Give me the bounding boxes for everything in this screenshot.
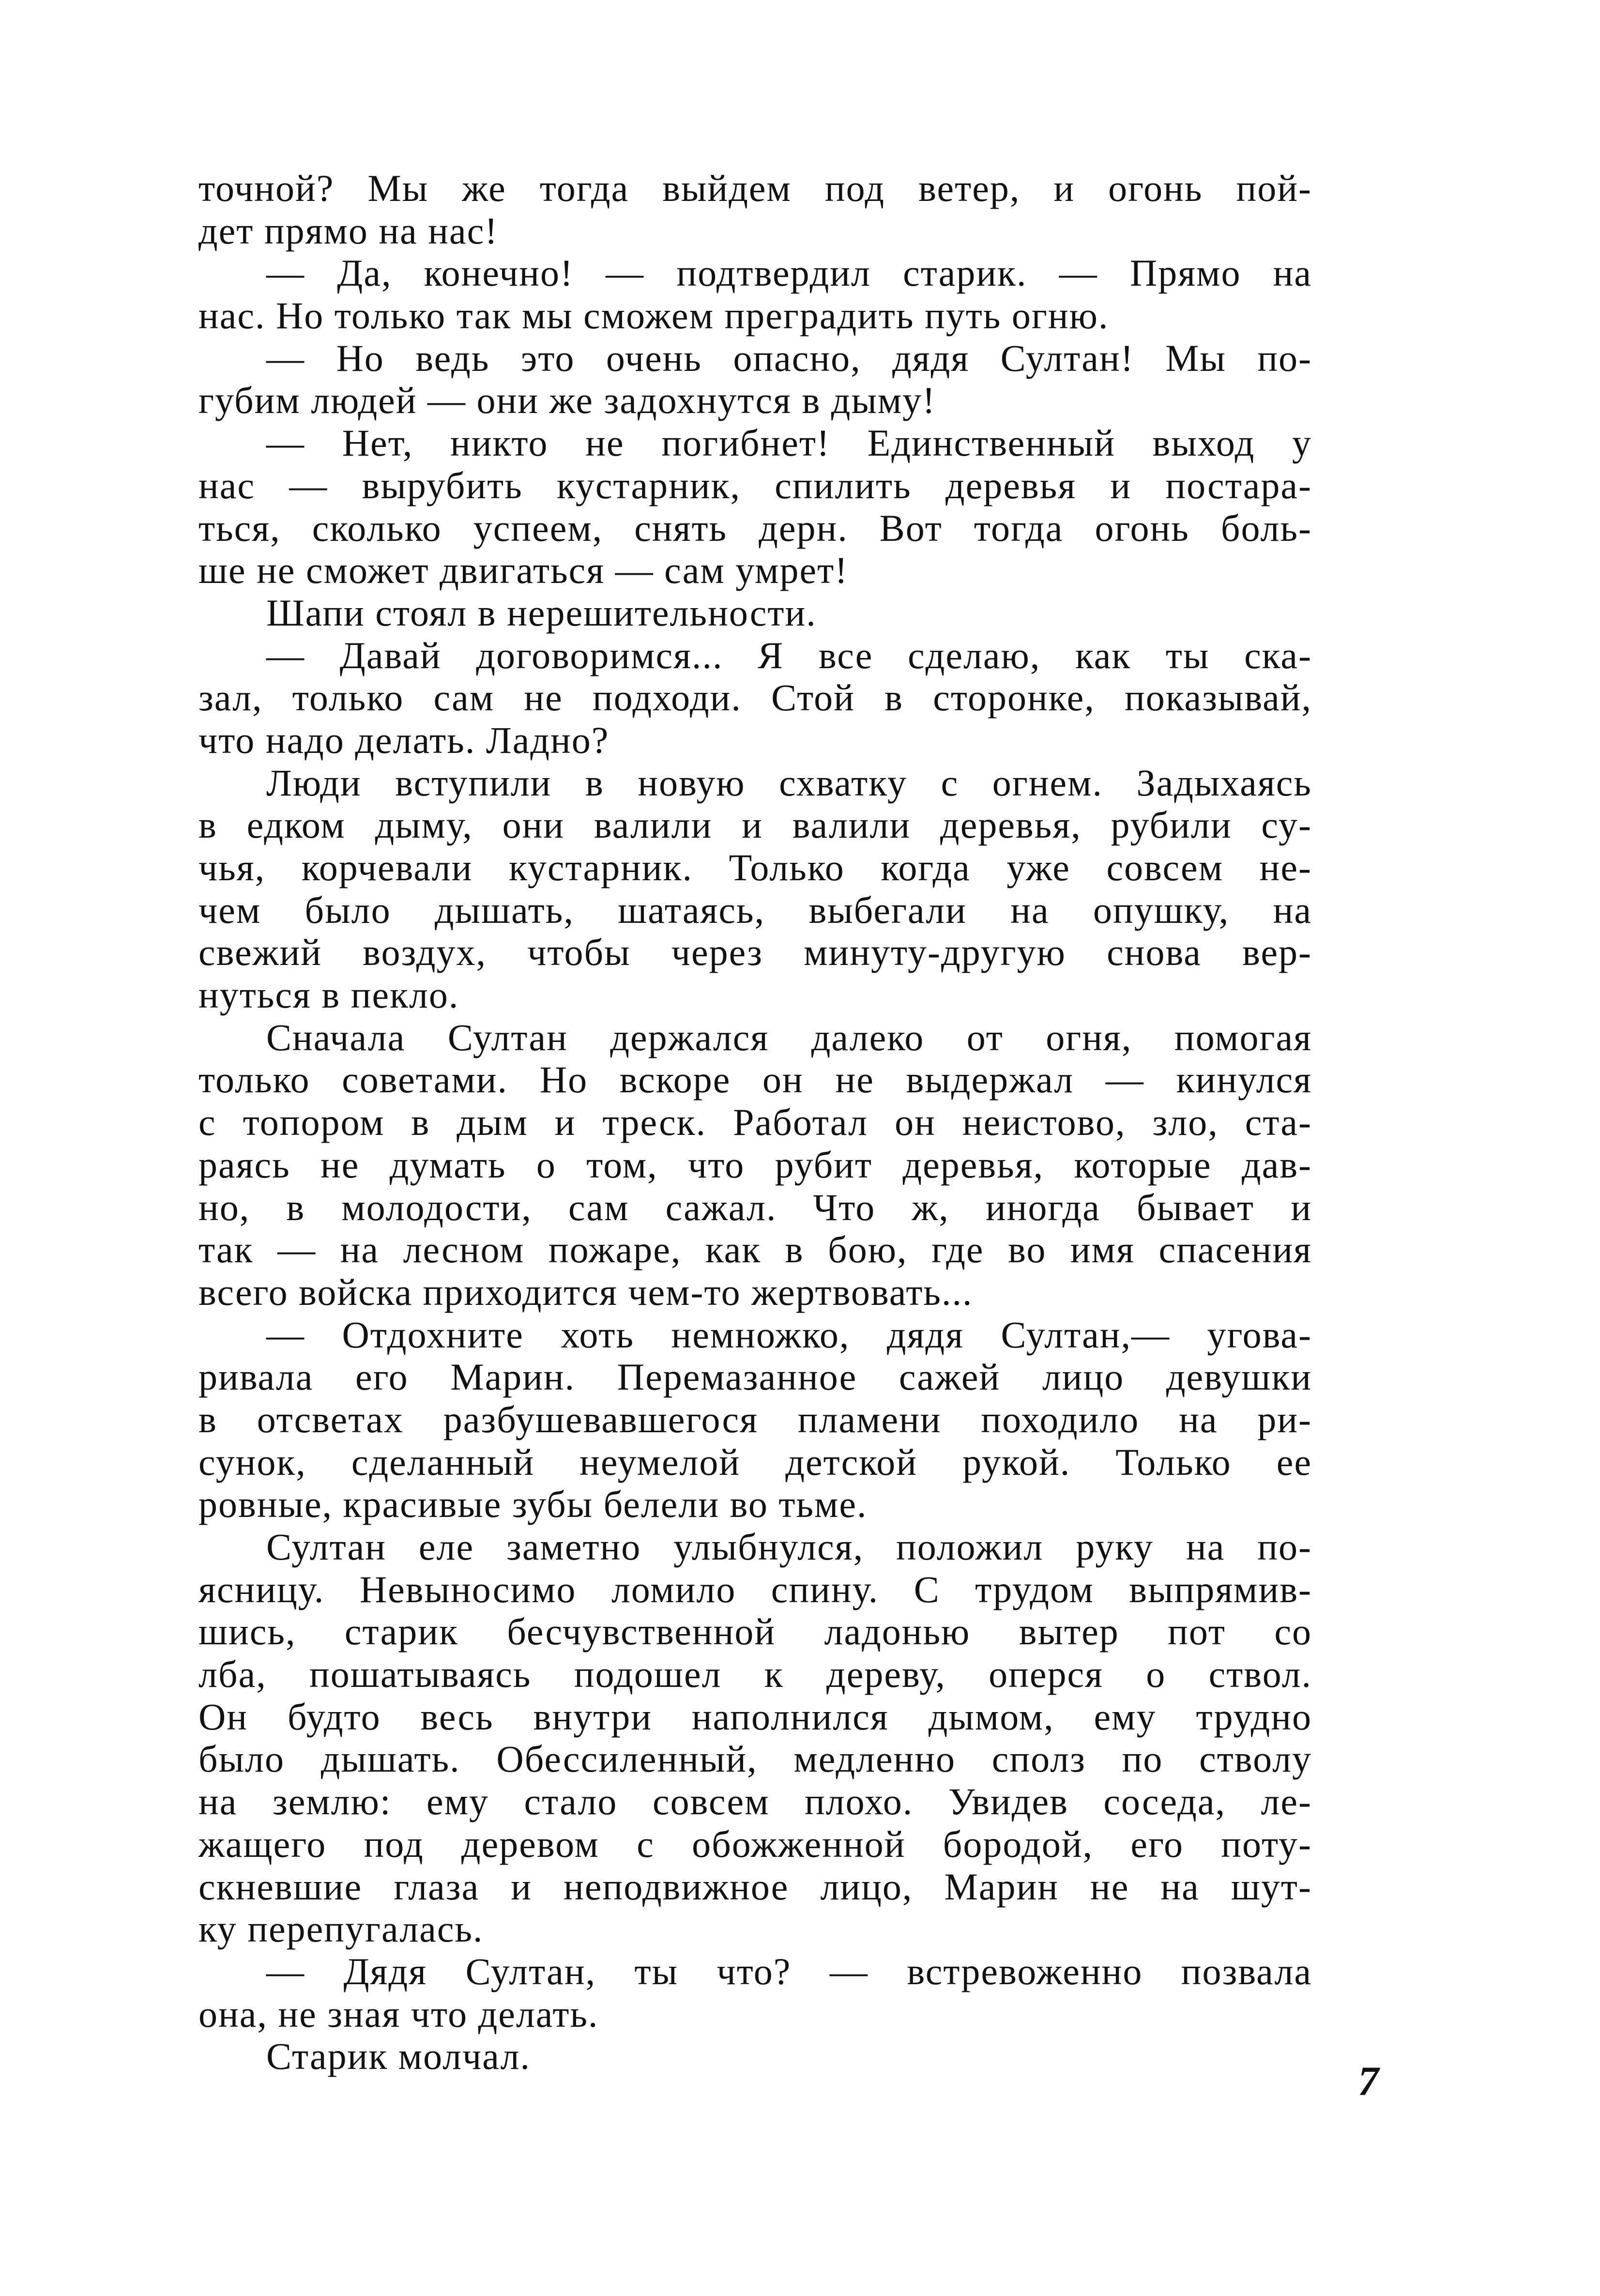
text-line: нас. Но только так мы сможем преградить путь огню.	[198, 294, 1109, 337]
page-number: 7	[1358, 2058, 1379, 2104]
text-line: шись, старик бесчувственной ладонью вытер пот со	[198, 1610, 1312, 1653]
text-line: нас — вырубить кустарник, спилить деревья и постара-	[198, 464, 1312, 506]
text-line: — Да, конечно! — подтвердил старик. — Прямо на	[266, 252, 1312, 294]
text-line: чья, корчевали кустарник. Только когда уже совсем не-	[198, 846, 1312, 888]
text-line: Старик молчал.	[266, 2035, 531, 2078]
text-line: Султан еле заметно улыбнулся, положил руку на по-	[266, 1526, 1312, 1568]
text-line: в отсветах разбушевавшегося пламени походило на ри-	[198, 1398, 1312, 1440]
text-line: сунок, сделанный неумелой детской рукой. Только ее	[198, 1440, 1312, 1483]
text-line: только советами. Но вскоре он не выдержал — кинулся	[198, 1058, 1312, 1101]
text-line: нуться в пекло.	[198, 974, 459, 1016]
text-line: что надо делать. Ладно?	[198, 719, 610, 761]
text-line: ку перепугалась.	[198, 1908, 484, 1950]
text-line: чем было дышать, шатаясь, выбегали на опушку, на	[198, 888, 1312, 931]
text-line: — Но ведь это очень опасно, дядя Султан! Мы по-	[266, 337, 1312, 379]
text-line: лба, пошатываясь подошел к дереву, оперся о ствол.	[198, 1653, 1312, 1696]
text-line: ровные, красивые зубы белели во тьме.	[198, 1483, 868, 1526]
text-line: раясь не думать о том, что рубит деревья, которые дав-	[198, 1143, 1312, 1186]
text-line: жащего под деревом с обожженной бородой, его поту-	[198, 1822, 1312, 1865]
text-line: дет прямо на нас!	[198, 209, 499, 252]
text-line: ривала его Марин. Перемазанное сажей лицо девушки	[198, 1356, 1312, 1398]
text-line: в едком дыму, они валили и валили деревья, рубили су-	[198, 804, 1312, 846]
text-line: Люди вступили в новую схватку с огнем. Задыхаясь	[266, 761, 1312, 804]
text-line: губим людей — они же задохнутся в дыму!	[198, 379, 936, 422]
text-line: всего войска приходится чем-то жертвовать...	[198, 1270, 973, 1313]
text-line: зал, только сам не подходи. Стой в сторонке, показывай,	[198, 676, 1312, 719]
text-line: свежий воздух, чтобы через минуту-другую снова вер-	[198, 931, 1312, 974]
text-line: точной? Мы же тогда выйдем под ветер, и огонь пой-	[198, 167, 1312, 209]
text-line: Сначала Султан держался далеко от огня, помогая	[266, 1016, 1312, 1058]
text-line: ше не сможет двигаться — сам умрет!	[198, 549, 849, 592]
text-line: Шапи стоял в нерешительности.	[266, 591, 817, 634]
text-line: Он будто весь внутри наполнился дымом, ему трудно	[198, 1695, 1312, 1738]
body-text	[198, 167, 1312, 2078]
text-line: — Дядя Султан, ты что? — встревоженно позвала	[266, 1950, 1312, 1992]
text-line: было дышать. Обессиленный, медленно сполз по стволу	[198, 1738, 1312, 1780]
text-line: с топором в дым и треск. Работал он неистово, зло, ста-	[198, 1101, 1312, 1144]
text-line: но, в молодости, сам сажал. Что ж, иногда бывает и	[198, 1186, 1312, 1228]
text-line: скневшие глаза и неподвижное лицо, Марин не на шут-	[198, 1865, 1312, 1908]
text-line: ться, сколько успеем, снять дерн. Вот тогда огонь боль-	[198, 506, 1312, 549]
text-line: она, не зная что делать.	[198, 1992, 599, 2035]
text-line: — Нет, никто не погибнет! Единственный выход у	[266, 422, 1312, 464]
text-line: так — на лесном пожаре, как в бою, где во имя спасения	[198, 1228, 1312, 1271]
text-line: — Отдохните хоть немножко, дядя Султан,— угова-	[266, 1313, 1312, 1356]
text-line: — Давай договоримся... Я все сделаю, как ты ска-	[266, 634, 1312, 676]
text-line: на землю: ему стало совсем плохо. Увидев соседа, ле-	[198, 1780, 1312, 1823]
text-line: ясницу. Невыносимо ломило спину. С трудом выпрямив-	[198, 1568, 1312, 1610]
